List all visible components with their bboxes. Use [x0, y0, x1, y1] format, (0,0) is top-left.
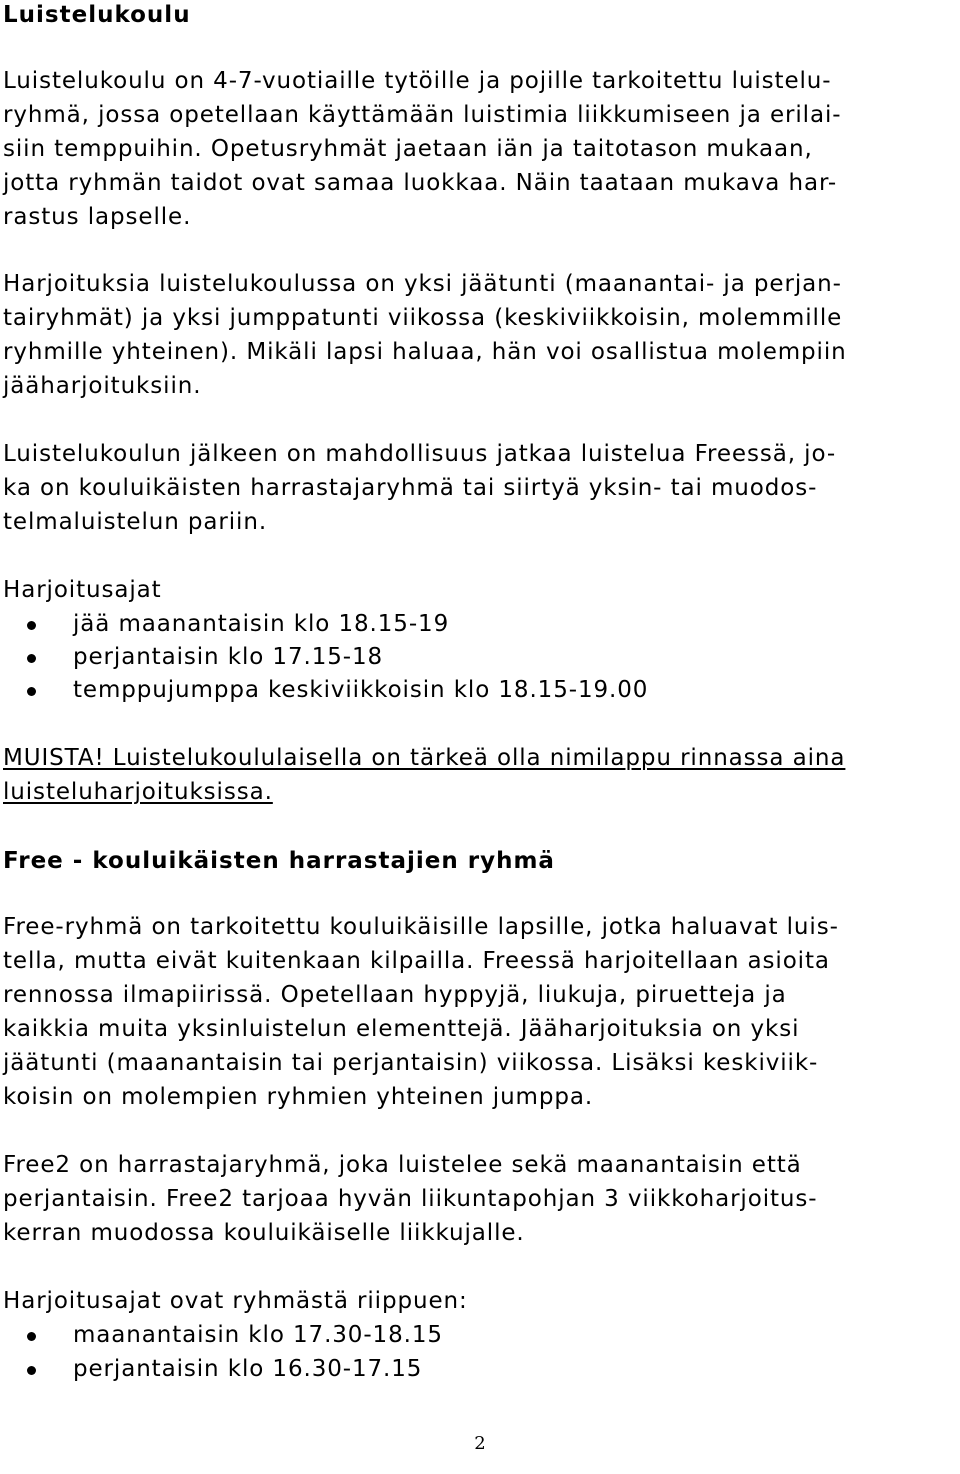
- paragraph-line: tairyhmät) ja yksi jumppatunti viikossa (keskiviikkoisin, molemmille: [3, 305, 843, 331]
- bullet-icon: [27, 687, 36, 696]
- bullet-icon: [27, 1366, 36, 1375]
- paragraph-line: koisin on molempien ryhmien yhteinen jumppa.: [3, 1084, 594, 1110]
- paragraph-line: ryhmä, jossa opetellaan käyttämään luistimia liikkumiseen ja erilai-: [3, 102, 842, 128]
- paragraph-line: rennossa ilmapiirissä. Opetellaan hyppyjä, liukuja, piruetteja ja: [3, 982, 787, 1008]
- paragraph-line: jotta ryhmän taidot ovat samaa luokkaa. Näin taataan mukava har-: [3, 170, 838, 196]
- paragraph-line: ka on kouluikäisten harrastajaryhmä tai siirtyä yksin- tai muodos-: [3, 475, 818, 501]
- paragraph-line: Harjoituksia luistelukoulussa on yksi jäätunti (maanantai- ja perjan-: [3, 271, 842, 297]
- schedule-label: Harjoitusajat: [3, 577, 162, 603]
- schedule-item-text: maanantaisin klo 17.30-18.15: [73, 1322, 443, 1348]
- paragraph-line: kerran muodossa kouluikäiselle liikkujalle.: [3, 1220, 525, 1246]
- paragraph-line: siin temppuihin. Opetusryhmät jaetaan iän ja taitotason mukaan,: [3, 136, 813, 162]
- page-number: 2: [474, 1433, 486, 1454]
- paragraph-line: Luistelukoulun jälkeen on mahdollisuus jatkaa luistelua Freessä, jo-: [3, 441, 837, 467]
- schedule-list-item: [3, 1354, 423, 1474]
- paragraph-line: perjantaisin. Free2 tarjoaa hyvän liikuntapohjan 3 viikkoharjoitus-: [3, 1186, 818, 1212]
- paragraph-line: kaikkia muita yksinluistelun elementtejä. Jääharjoituksia on yksi: [3, 1016, 800, 1042]
- schedule-item-text: perjantaisin klo 17.15-18: [73, 644, 384, 670]
- section-title-free-group: Free - kouluikäisten harrastajien ryhmä: [3, 848, 555, 874]
- schedule-item-text: perjantaisin klo 16.30-17.15: [73, 1356, 423, 1382]
- paragraph-line: Free2 on harrastajaryhmä, joka luistelee sekä maanantaisin että: [3, 1152, 802, 1178]
- schedule-label: Harjoitusajat ovat ryhmästä riippuen:: [3, 1288, 468, 1314]
- paragraph-line: jääharjoituksiin.: [3, 373, 202, 399]
- paragraph-line: Luistelukoulu on 4-7-vuotiaille tytöille ja pojille tarkoitettu luistelu-: [3, 68, 832, 94]
- bullet-icon: [27, 1332, 36, 1341]
- schedule-item-text: jää maanantaisin klo 18.15-19: [73, 611, 450, 637]
- paragraph-line: rastus lapselle.: [3, 204, 192, 230]
- bullet-icon: [27, 654, 36, 663]
- paragraph-line: jäätunti (maanantaisin tai perjantaisin) viikossa. Lisäksi keskiviik-: [3, 1050, 819, 1076]
- schedule-item-text: temppujumppa keskiviikkoisin klo 18.15-19.00: [73, 677, 649, 703]
- paragraph-line: tella, mutta eivät kuitenkaan kilpailla. Freessä harjoitellaan asioita: [3, 948, 830, 974]
- section-title-skating-school: Luistelukoulu: [3, 2, 191, 28]
- bullet-icon: [27, 621, 36, 630]
- reminder-line: luisteluharjoituksissa.: [3, 779, 273, 805]
- paragraph-line: ryhmille yhteinen). Mikäli lapsi haluaa, hän voi osallistua molempiin: [3, 339, 847, 365]
- reminder-line: MUISTA! Luistelukoululaisella on tärkeä olla nimilappu rinnassa aina: [3, 745, 846, 771]
- paragraph-line: telmaluistelun pariin.: [3, 509, 268, 535]
- paragraph-line: Free-ryhmä on tarkoitettu kouluikäisille lapsille, jotka haluavat luis-: [3, 914, 839, 940]
